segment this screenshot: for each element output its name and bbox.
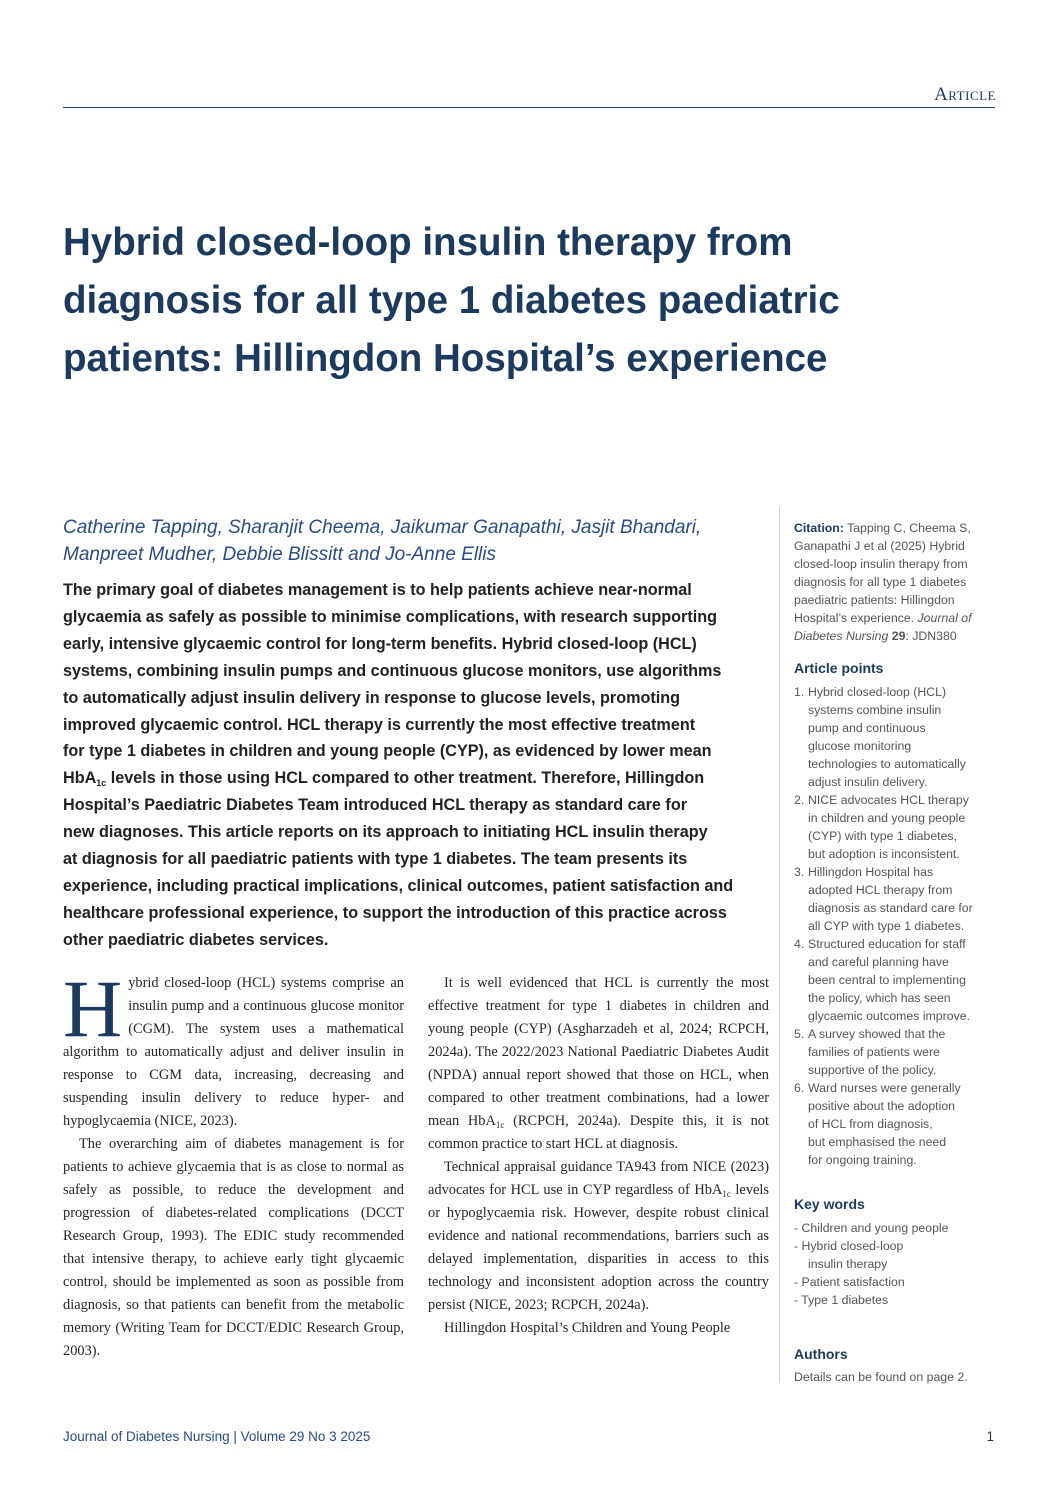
- point-text: but emphasised the need: [808, 1135, 947, 1149]
- citation-line: [794, 519, 990, 537]
- author-line: Manpreet Mudher, Debbie Blissitt and Jo-Anne Ellis: [63, 544, 497, 565]
- point-number: 3.: [794, 865, 805, 879]
- paragraph-text: Technical appraisal guidance TA943 from NICE (2023) advocates for HCL use in CYP regardless of HbA: [428, 1159, 769, 1198]
- citation-line: diagnosis for all type 1 diabetes: [794, 575, 967, 589]
- point-text: Hybrid closed-loop (HCL): [808, 685, 947, 699]
- body-paragraph: The overarching aim of diabetes management is for patients to achieve glycaemia that is as close to normal as safely as possible, to reduce the development and progression of diabetes-related complications (DCCT Research Group, 1993). The EDIC study recommended that intensive therapy, to achieve early tight glycaemic control, should be implemented as soon as possible from diagnosis, so that patients can benefit from the metabolic memory (Writing Team for DCCT/EDIC Research Group, 2003).: [63, 1136, 404, 1359]
- body-column-left: [63, 963, 404, 1363]
- point-number: 4.: [794, 937, 805, 951]
- authors-note: Details can be found on page 2.: [794, 1370, 968, 1384]
- article-title: [63, 214, 943, 388]
- citation-line: [794, 609, 990, 627]
- keyword-text: - Type 1 diabetes: [794, 1293, 889, 1307]
- article-point: [794, 683, 973, 791]
- body-paragraph: [428, 972, 769, 1156]
- abstract-line: new diagnoses. This article reports on its approach to initiating HCL insulin therapy: [63, 823, 708, 842]
- citation-line: paediatric patients: Hillingdon: [794, 593, 955, 607]
- abstract-line: at diagnosis for all paediatric patients with type 1 diabetes. The team presents its: [63, 850, 688, 869]
- citation-line: closed-loop insulin therapy from: [794, 557, 968, 571]
- page-number: 1: [986, 1429, 994, 1444]
- paragraph-text: levels or hypoglycaemia risk. However, despite robust clinical evidence and national recommendations, barriers such as delayed implementation, disparities in access to this technology and inconsistent adoption across the country persist (NICE, 2023; RCPCH, 2024a).: [428, 1182, 769, 1313]
- point-text: systems combine insulin: [808, 703, 942, 717]
- citation-journal: Journal of: [917, 611, 972, 625]
- abstract-text: HbA: [63, 769, 97, 788]
- point-number: 6.: [794, 1081, 805, 1095]
- abstract-line: The primary goal of diabetes management is to help patients achieve near-normal: [63, 581, 692, 599]
- point-text: in children and young people: [808, 811, 966, 825]
- article-point: [794, 791, 973, 863]
- point-text: A survey showed that the: [808, 1027, 946, 1041]
- body-column-right: [428, 972, 769, 1340]
- abstract-line: for type 1 diabetes in children and young people (CYP), as evidenced by lower mean: [63, 742, 712, 761]
- point-text: but adoption is inconsistent.: [808, 847, 960, 861]
- citation: [794, 519, 990, 645]
- point-text: glucose monitoring: [808, 739, 912, 753]
- article-point: [794, 1025, 973, 1079]
- keyword-text: - Hybrid closed-loop: [794, 1239, 904, 1253]
- point-text: been central to implementing: [808, 973, 966, 987]
- title-line: Hybrid closed-loop insulin therapy from: [63, 221, 793, 264]
- point-text: of HCL from diagnosis,: [808, 1117, 933, 1131]
- abstract-line: healthcare professional experience, to support the introduction of this practice across: [63, 903, 727, 922]
- citation-text: Tapping C, Cheema S,: [843, 521, 971, 535]
- point-number: 2.: [794, 793, 805, 807]
- article-point: [794, 863, 973, 935]
- abstract-line: early, intensive glycaemic control for long-term benefits. Hybrid closed-loop (HCL): [63, 634, 697, 653]
- body-paragraph: [428, 1156, 769, 1317]
- keyword: [794, 1273, 949, 1291]
- point-text: NICE advocates HCL therapy: [808, 793, 969, 807]
- key-words-heading: Key words: [794, 1196, 865, 1212]
- article-point: [794, 1079, 973, 1169]
- abstract-text: levels in those using HCL compared to other treatment. Therefore, Hillingdon: [106, 769, 705, 788]
- abstract-line: other paediatric diabetes services.: [63, 930, 329, 949]
- citation-text: Hospital’s experience.: [794, 611, 918, 625]
- title-line: diagnosis for all type 1 diabetes paediatric: [63, 279, 840, 322]
- point-text: pump and continuous: [808, 721, 926, 735]
- point-text: (CYP) with type 1 diabetes,: [808, 829, 957, 843]
- abstract-line: to automatically adjust insulin delivery in response to glucose levels, promoting: [63, 688, 681, 707]
- citation-line: Ganapathi J et al (2025) Hybrid: [794, 539, 965, 553]
- point-text: the policy, which has seen: [808, 991, 951, 1005]
- point-text: Ward nurses were generally: [808, 1081, 961, 1095]
- abstract-line: systems, combining insulin pumps and continuous glucose monitors, use algorithms: [63, 661, 722, 680]
- point-text: positive about the adoption: [808, 1099, 955, 1113]
- point-text: adopted HCL therapy from: [808, 883, 953, 897]
- point-text: families of patients were: [808, 1045, 940, 1059]
- section-label: Article: [934, 84, 996, 105]
- body-paragraph: [63, 963, 404, 1133]
- point-number: 5.: [794, 1027, 805, 1041]
- point-text: glycaemic outcomes improve.: [808, 1009, 970, 1023]
- article-points-heading: Article points: [794, 660, 884, 676]
- drop-cap: H: [63, 963, 123, 1054]
- header-rule: [63, 107, 995, 108]
- author-line: Catherine Tapping, Sharanjit Cheema, Jaikumar Ganapathi, Jasjit Bhandari,: [63, 517, 702, 538]
- abstract: [63, 577, 773, 954]
- sidebar-divider: [779, 507, 780, 1383]
- citation-text: : JDN380: [905, 629, 957, 643]
- sidebar: [794, 519, 990, 1384]
- keyword-text: - Patient satisfaction: [794, 1275, 905, 1289]
- abstract-line: [63, 765, 773, 792]
- point-text: Structured education for staff: [808, 937, 966, 951]
- point-text: and careful planning have: [808, 955, 949, 969]
- keyword: [794, 1291, 949, 1309]
- title-line: patients: Hillingdon Hospital’s experience: [63, 337, 828, 380]
- authors-heading: Authors: [794, 1346, 848, 1362]
- point-text: supportive of the policy.: [808, 1063, 937, 1077]
- abstract-line: glycaemia as safely as possible to minimise complications, with research supporting: [63, 607, 718, 626]
- keyword-text: insulin therapy: [808, 1257, 888, 1271]
- citation-label: Citation:: [794, 521, 844, 535]
- paragraph-text: It is well evidenced that HCL is currently the most effective treatment for type 1 diabetes in children and young people (CYP) (Asgharzadeh et al, 2024; RCPCH, 2024a). The 2022/2023 National Paediatric Diabetes Audit (NPDA) annual report showed that those on HCL, when compared to other treatment combinations, had a lower mean HbA: [428, 975, 769, 1129]
- point-text: diagnosis as standard care for: [808, 901, 973, 915]
- paragraph-text: (RCPCH, 2024a). Despite this, it is not common practice to start HCL at diagnosis.: [428, 1113, 770, 1152]
- subscript: 1c: [96, 778, 107, 789]
- keyword-text: - Children and young people: [794, 1221, 949, 1235]
- point-text: Hillingdon Hospital has: [808, 865, 934, 879]
- abstract-line: improved glycaemic control. HCL therapy is currently the most effective treatment: [63, 715, 696, 734]
- footer-journal: Journal of Diabetes Nursing | Volume 29 No 3 2025: [63, 1429, 371, 1444]
- body-paragraph: Hillingdon Hospital’s Children and Young People: [444, 1320, 731, 1336]
- point-text: for ongoing training.: [808, 1153, 917, 1167]
- subscript: 1c: [495, 1120, 505, 1130]
- subscript: 1c: [722, 1189, 731, 1199]
- author-list: [63, 514, 763, 568]
- article-point: [794, 935, 973, 1025]
- point-text: all CYP with type 1 diabetes.: [808, 919, 965, 933]
- paragraph-text: ybrid closed-loop (HCL) systems comprise an insulin pump and a continuous glucose monitor (CGM). The system uses a mathematical algorithm to automatically adjust and deliver insulin in response to CGM data, increasing, decreasing and suspending insulin delivery to reduce hyper- and hypoglycaemia (NICE, 2023).: [63, 975, 404, 1129]
- abstract-line: Hospital’s Paediatric Diabetes Team introduced HCL therapy as standard care for: [63, 796, 688, 815]
- keyword: [794, 1237, 949, 1273]
- abstract-line: experience, including practical implications, clinical outcomes, patient satisfaction and: [63, 876, 734, 895]
- key-words-list: [794, 1219, 949, 1309]
- point-number: 1.: [794, 685, 805, 699]
- citation-journal: Diabetes Nursing: [794, 629, 889, 643]
- keyword: [794, 1219, 949, 1237]
- article-points-list: [794, 683, 973, 1169]
- point-text: technologies to automatically: [808, 757, 966, 771]
- citation-line: [794, 627, 990, 645]
- citation-volume: 29: [888, 629, 906, 643]
- point-text: adjust insulin delivery.: [808, 775, 928, 789]
